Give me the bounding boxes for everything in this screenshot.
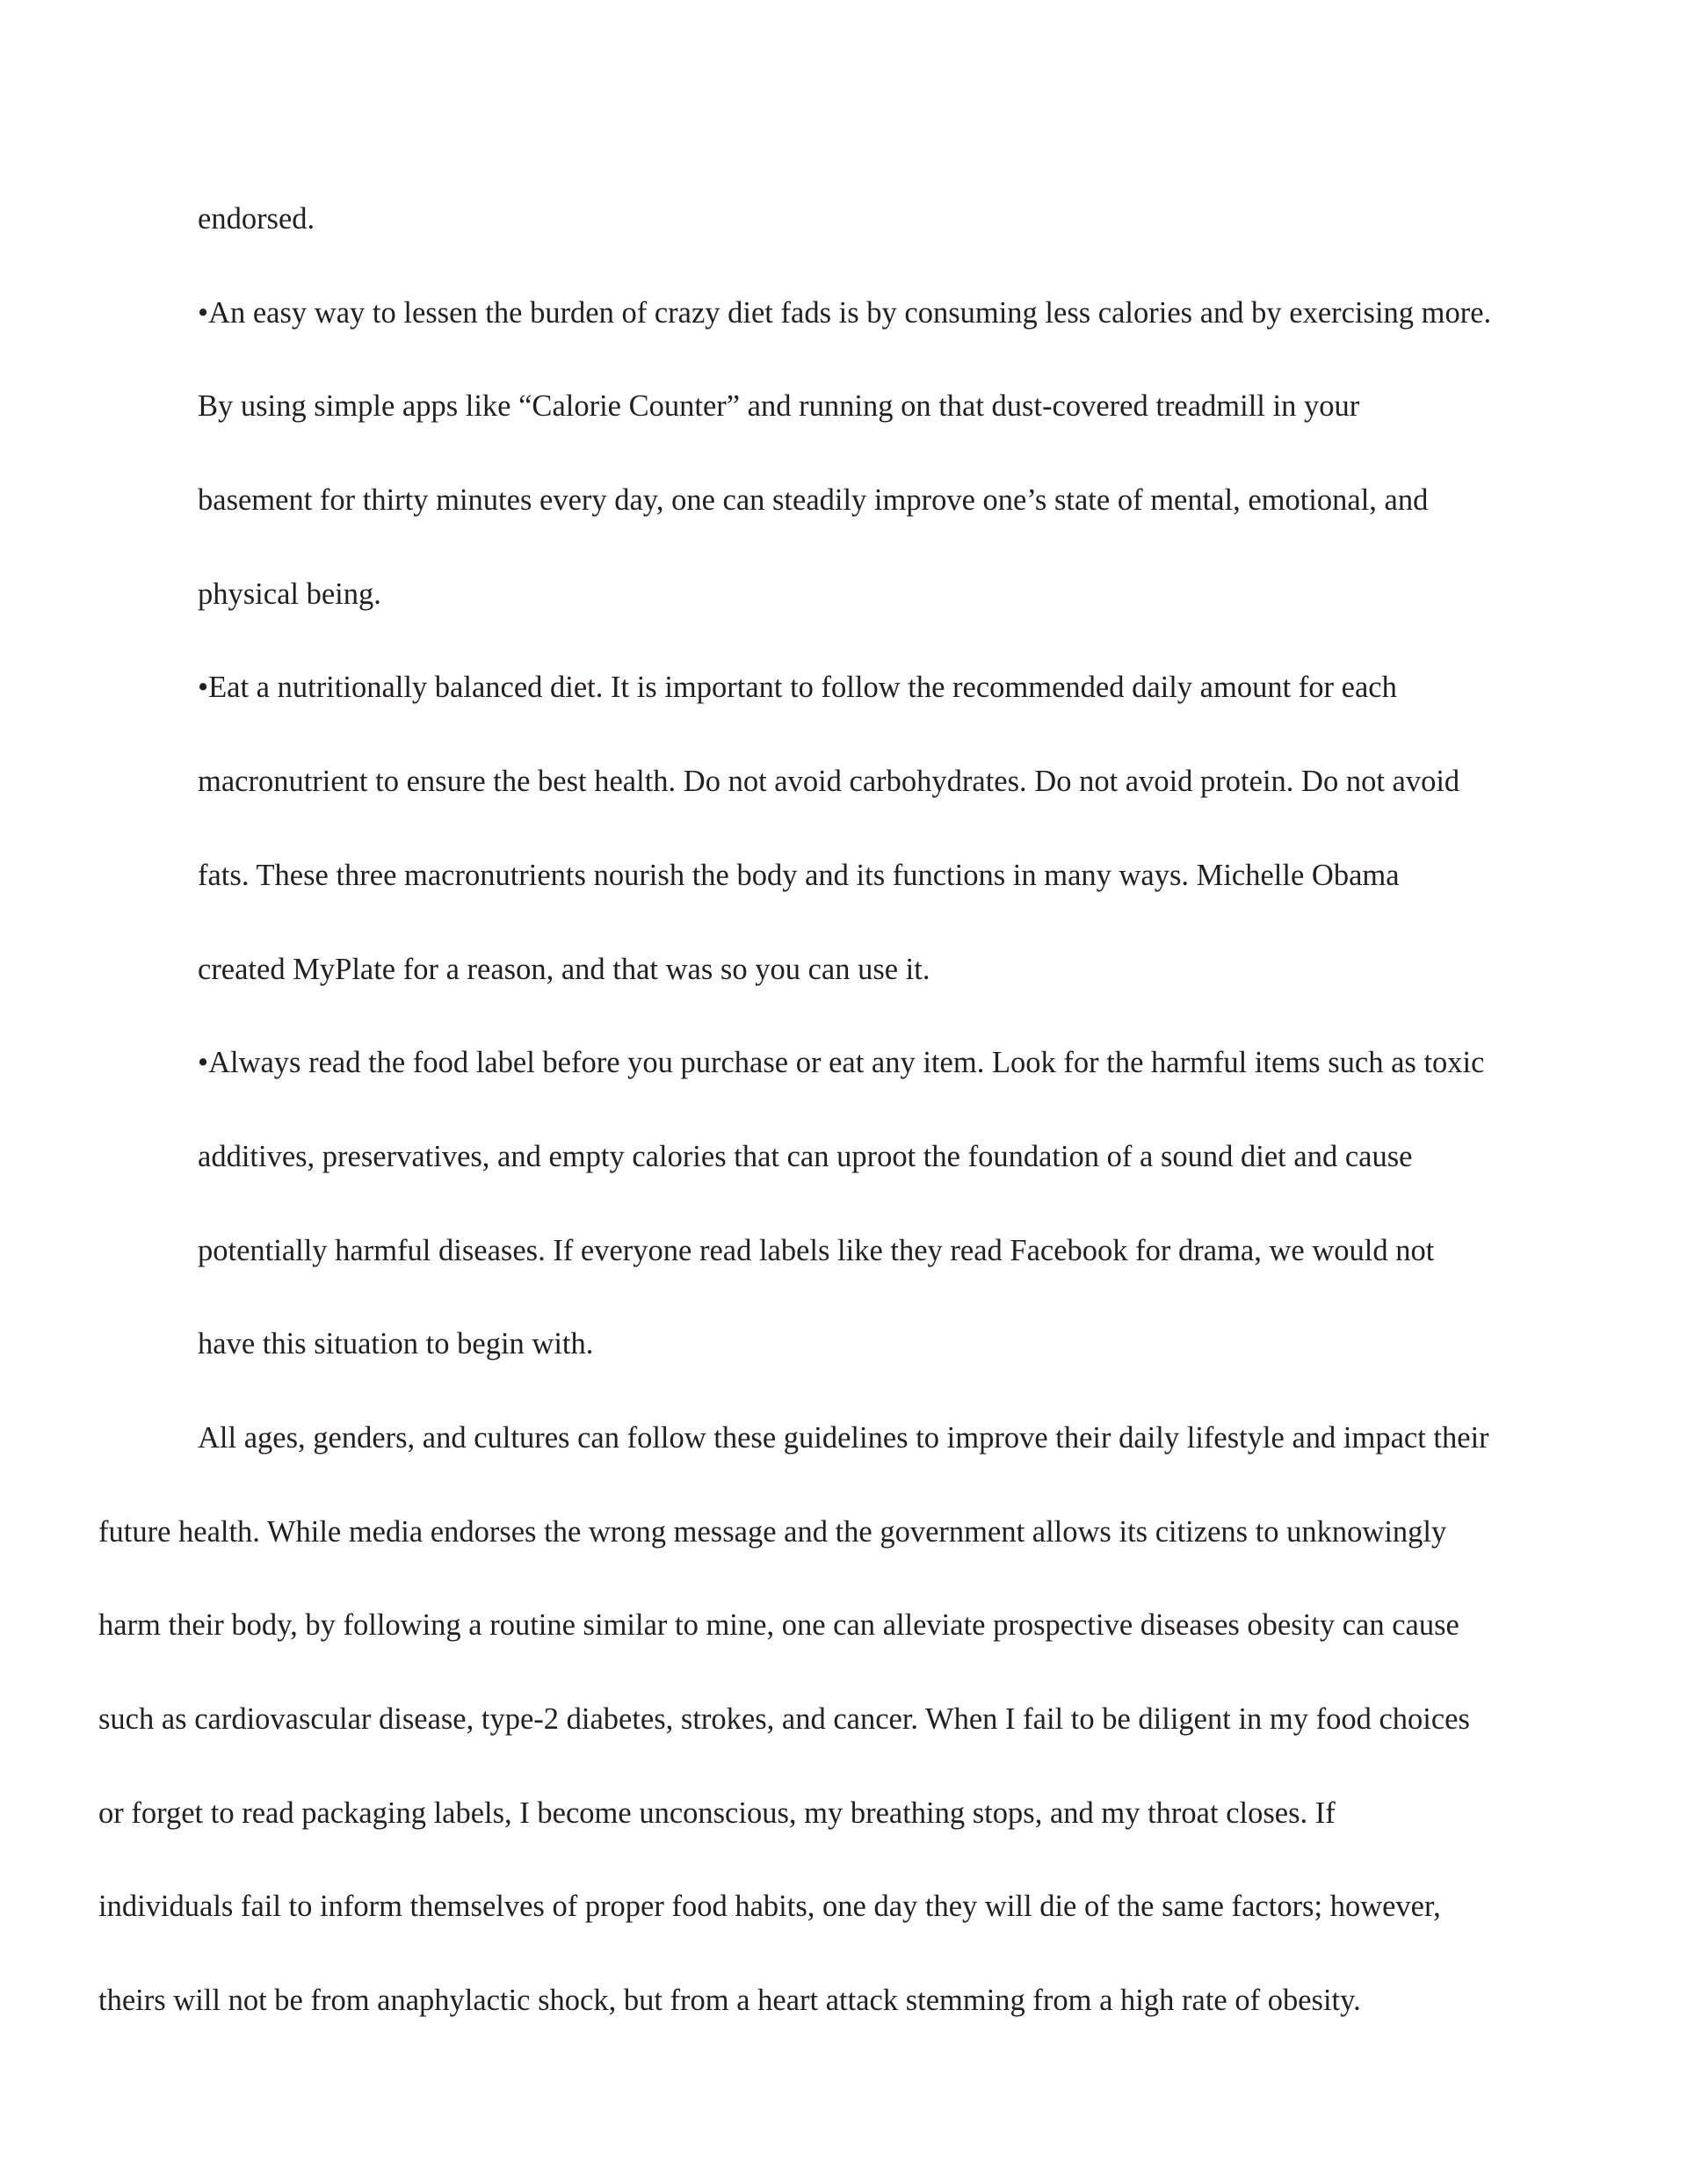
text-line: •An easy way to lessen the burden of crazy diet fads is by consuming less calories and by exercising more. xyxy=(198,295,1492,330)
text-line: fats. These three macronutrients nourish the body and its functions in many ways. Michelle Obama xyxy=(198,858,1400,892)
text-line: harm their body, by following a routine similar to mine, one can alleviate prospective diseases obesity can cause xyxy=(98,1608,1459,1643)
text-line: or forget to read packaging labels, I become unconscious, my breathing stops, and my throat closes. If xyxy=(98,1796,1336,1830)
text-line: By using simple apps like “Calorie Counter” and running on that dust-covered treadmill in your xyxy=(198,389,1360,424)
text-line: created MyPlate for a reason, and that was so you can use it. xyxy=(198,952,930,986)
text-line: such as cardiovascular disease, type-2 diabetes, strokes, and cancer. When I fail to be diligent in my food choices xyxy=(98,1702,1470,1736)
text-line: have this situation to begin with. xyxy=(198,1327,594,1361)
text-line: •Always read the food label before you purchase or eat any item. Look for the harmful items such as toxic xyxy=(198,1046,1485,1080)
text-line: potentially harmful diseases. If everyone read labels like they read Facebook for drama, we would not xyxy=(198,1233,1435,1267)
text-line: theirs will not be from anaphylactic shock, but from a heart attack stemming from a high rate of obesity. xyxy=(98,1984,1361,2018)
text-line: All ages, genders, and cultures can follow these guidelines to improve their daily lifestyle and impact their xyxy=(198,1420,1489,1455)
text-line: macronutrient to ensure the best health. Do not avoid carbohydrates. Do not avoid protein. Do not avoid xyxy=(198,765,1460,799)
text-line: physical being. xyxy=(198,577,381,611)
text-line: endorsed. xyxy=(198,202,315,236)
text-line: •Eat a nutritionally balanced diet. It is important to follow the recommended daily amount for each xyxy=(198,671,1397,705)
text-line: basement for thirty minutes every day, one can steadily improve one’s state of mental, emotional, and xyxy=(198,483,1429,518)
body-text xyxy=(98,172,1592,2048)
text-line: future health. While media endorses the wrong message and the government allows its citizens to unknowingly xyxy=(98,1514,1447,1549)
text-line: individuals fail to inform themselves of proper food habits, one day they will die of the same factors; however, xyxy=(98,1890,1441,1924)
text-line: additives, preservatives, and empty calories that can uproot the foundation of a sound diet and cause xyxy=(198,1139,1413,1173)
